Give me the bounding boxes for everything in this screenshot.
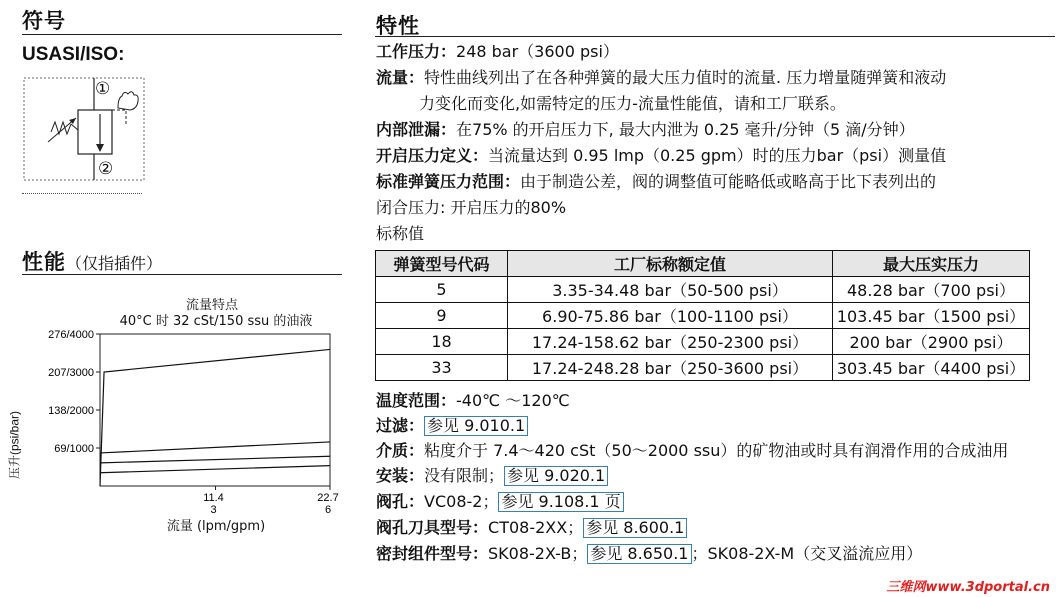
y-tick-label: 138/2000 <box>48 405 94 417</box>
plot-frame <box>100 334 330 486</box>
filtration-label: 过滤： <box>376 416 425 435</box>
leakage-value: 在75% 的开启压力下, 最大内泄为 0.25 毫升/分钟（5 滴/分钟） <box>456 120 915 139</box>
x-tick-label: 11.4 <box>203 492 224 504</box>
table-cell: 17.24-248.28 bar（250-3600 psi） <box>508 355 833 381</box>
seal-kit-ref-link[interactable]: 参见 8.650.1 <box>587 544 691 564</box>
table-cell: 9 <box>376 303 508 329</box>
spring-range-line2: 闭合压力: 开启压力的80% <box>376 198 567 217</box>
y-tick-label: 276/4000 <box>48 329 94 341</box>
flow-line1: 特性曲线列出了在各种弹簧的最大压力值时的流量. 压力增量随弹簧和液动 <box>424 68 947 87</box>
cracking-row <box>376 144 946 168</box>
flow-label: 流量： <box>376 68 425 87</box>
media-value: 粘度介于 7.4～420 cSt（50～2000 ssu）的矿物油或时具有润滑作用的合成油用 <box>424 441 1009 460</box>
working-pressure-row <box>376 40 619 64</box>
cavity-label: 阀孔： <box>376 492 425 511</box>
spring-range-line1: 由于制造公差，阀的调整值可能略低或略高于比下表列出的 <box>520 172 937 191</box>
symbol-dotted-rule <box>22 193 142 194</box>
install-label: 安装： <box>376 466 425 485</box>
port-2-label: ② <box>98 159 114 179</box>
cracking-label: 开启压力定义： <box>376 146 489 165</box>
working-pressure-label: 工作压力： <box>376 42 457 61</box>
cavity-tool-ref-link[interactable]: 参见 8.600.1 <box>583 518 687 538</box>
table-row <box>376 303 1030 329</box>
temperature-value: -40℃ ～120℃ <box>456 391 570 410</box>
chart-xlabel: 流量 (lpm/gpm) <box>166 519 266 534</box>
flow-row <box>376 66 946 90</box>
cavity-tool-row <box>376 516 687 540</box>
x-tick-label: 3 <box>210 504 217 516</box>
cavity-value: VC08-2； <box>424 492 499 511</box>
table-cell: 103.45 bar（1500 psi） <box>833 303 1030 329</box>
table-row <box>376 277 1030 303</box>
install-value: 没有限制； <box>424 466 505 485</box>
features-rule <box>375 36 1055 37</box>
flow-line2: 力变化而变化,如需特定的压力-流量性能值，请和工厂联系。 <box>419 94 846 113</box>
table-cell: 18 <box>376 329 508 355</box>
spring-range-row <box>376 170 936 194</box>
table-cell: 5 <box>376 277 508 303</box>
symbol-heading: 符号 <box>22 9 66 33</box>
table-cell: 48.28 bar（700 psi） <box>833 277 1030 303</box>
y-tick-label: 69/1000 <box>54 443 94 455</box>
port-1-label: ① <box>95 79 111 99</box>
leakage-row <box>376 118 915 142</box>
spring-range-label: 标准弹簧压力范围： <box>376 172 521 191</box>
performance-heading-row <box>22 246 162 276</box>
table-header: 最大压实压力 <box>833 251 1030 277</box>
seal-kit-value: SK08-2X-B； <box>488 544 588 563</box>
cavity-tool-value: CT08-2XX； <box>488 518 584 537</box>
nominal-label: 标称值 <box>376 224 425 243</box>
series-line-2 <box>100 442 330 453</box>
filtration-ref-link[interactable]: 参见 9.010.1 <box>424 416 528 436</box>
table-header: 工厂标称额定值 <box>508 251 833 277</box>
temperature-row <box>376 389 570 413</box>
spring-table <box>375 250 1030 381</box>
cavity-ref-link[interactable]: 参见 9.108.1 页 <box>498 492 623 512</box>
standard-label: USASI/ISO: <box>22 44 125 65</box>
features-heading: 特性 <box>376 14 420 38</box>
performance-note: （仅指插件） <box>66 254 163 273</box>
chart-subtitle: 40°C 时 32 cSt/150 ssu 的油液 <box>119 314 313 329</box>
table-header-row <box>376 251 1030 277</box>
table-cell: 17.24-158.62 bar（250-2300 psi） <box>508 329 833 355</box>
chart-title: 流量特点 <box>185 298 239 313</box>
table-header: 弹簧型号代码 <box>376 251 508 277</box>
temperature-label: 温度范围： <box>376 391 457 410</box>
media-label: 介质： <box>376 441 425 460</box>
x-tick-label: 22.7 <box>317 492 339 504</box>
table-row <box>376 329 1030 355</box>
seal-kit-tail: ；SK08-2X-M（交叉溢流应用） <box>691 544 923 563</box>
install-ref-link[interactable]: 参见 9.020.1 <box>504 466 608 486</box>
performance-heading: 性能 <box>22 250 66 274</box>
table-cell: 200 bar（2900 psi） <box>833 329 1030 355</box>
cavity-row <box>376 490 624 514</box>
x-tick-label: 6 <box>324 504 332 516</box>
table-cell: 6.90-75.86 bar（100-1100 psi） <box>508 303 833 329</box>
y-tick-label: 207/3000 <box>48 367 94 379</box>
seal-kit-label: 密封组件型号： <box>376 544 489 563</box>
working-pressure-value: 248 bar（3600 psi） <box>456 42 619 61</box>
watermark: 三维网www.3dportal.cn <box>886 580 1050 595</box>
install-row <box>376 464 608 488</box>
media-row <box>376 439 1008 463</box>
filtration-row <box>376 414 528 438</box>
table-cell: 33 <box>376 355 508 381</box>
table-cell: 3.35-34.48 bar（50-500 psi） <box>508 277 833 303</box>
series-line-3 <box>100 456 330 463</box>
series-line-1 <box>100 349 330 486</box>
leakage-label: 内部泄漏： <box>376 120 457 139</box>
seal-kit-row <box>376 542 922 566</box>
cavity-tool-label: 阀孔刀具型号： <box>376 518 489 537</box>
cracking-value: 当流量达到 0.95 lmp（0.25 gpm）时的压力bar（psi）测量值 <box>488 146 947 165</box>
symbol-rule <box>22 34 342 35</box>
chart-ylabel: 压升(psi/bar) <box>7 410 22 480</box>
series-line-4 <box>100 466 330 473</box>
performance-rule <box>22 274 342 275</box>
table-row <box>376 355 1030 381</box>
relief-valve-symbol <box>18 72 158 192</box>
table-cell: 303.45 bar（4400 psi） <box>833 355 1030 381</box>
flow-chart <box>20 326 350 536</box>
